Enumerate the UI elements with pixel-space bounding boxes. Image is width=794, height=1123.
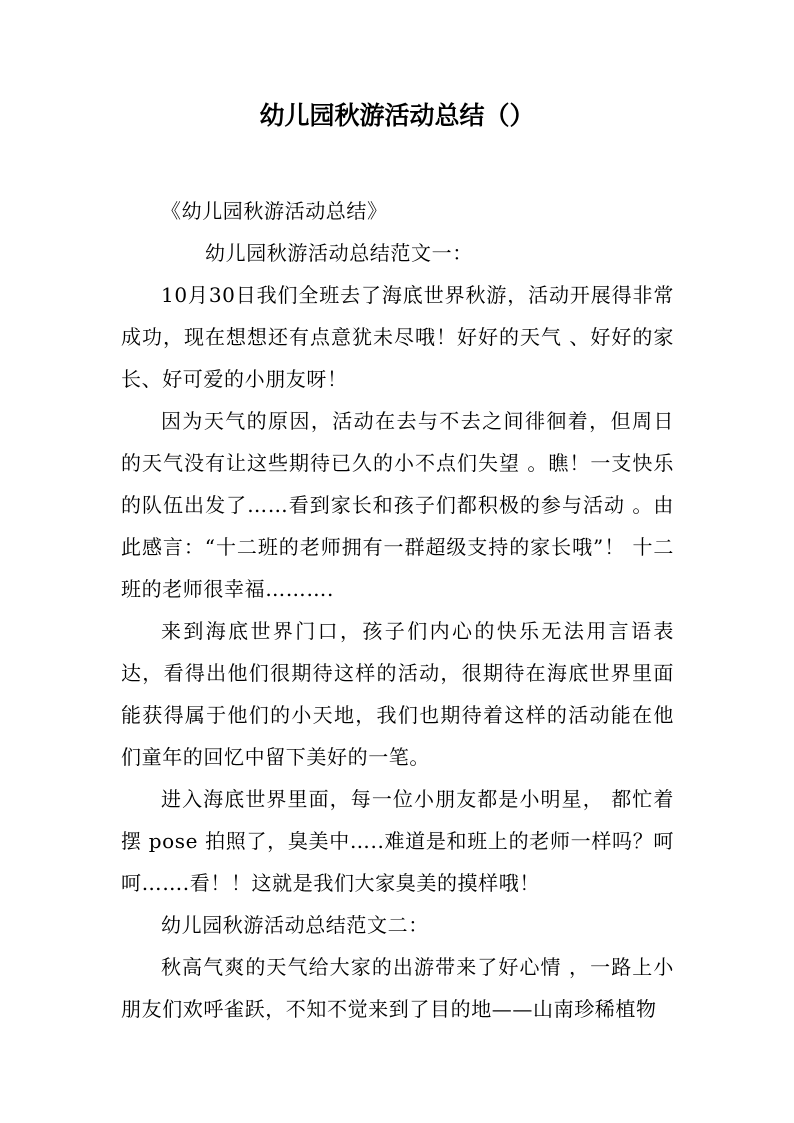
- paragraph-autumn-weather: 秋高气爽的天气给大家的出游带来了好心情 ，一路上小朋友们欢呼雀跃，不知不觉来到了目的地——山南珍稀植物: [121, 955, 674, 1021]
- paragraph-sample-one-heading: 幼儿园秋游活动总结范文一：: [205, 241, 473, 265]
- paragraph-book-title: 《幼儿园秋游活动总结》: [161, 199, 388, 223]
- paragraph-outing-date: 10月30日我们全班去了海底世界秋游，活动开展得非常成功，现在想想还有点意犹未尽哦！好好的天气 、好好的家长、好可爱的小朋友呀！: [121, 283, 674, 391]
- paragraph-sample-two-heading: 幼儿园秋游活动总结范文二：: [161, 913, 429, 937]
- document-body: [121, 190, 674, 1030]
- paragraph-weather: 因为天气的原因，活动在去与不去之间徘徊着，但周日的天气没有让这些期待已久的小不点们失望 。瞧！一支快乐的队伍出发了……看到家长和孩子们都积极的参与活动 。由此感言：“十二班的老师拥有一群超级支持的家长哦”！ 十二班的老师很幸福……….: [121, 409, 674, 601]
- paragraph-inside-aquarium: 进入海底世界里面，每一位小朋友都是小明星， 都忙着摆 pose 拍照了，臭美中…..难道是和班上的老师一样吗？呵呵…….看！！这就是我们大家臭美的摸样哦！: [121, 787, 674, 895]
- paragraph-aquarium-entrance: 来到海底世界门口，孩子们内心的快乐无法用言语表达，看得出他们很期待这样的活动，很期待在海底世界里面能获得属于他们的小天地，我们也期待着这样的活动能在他们童年的回忆中留下美好的一笔。: [121, 619, 674, 769]
- document-title: 幼儿园秋游活动总结（）: [259, 101, 535, 130]
